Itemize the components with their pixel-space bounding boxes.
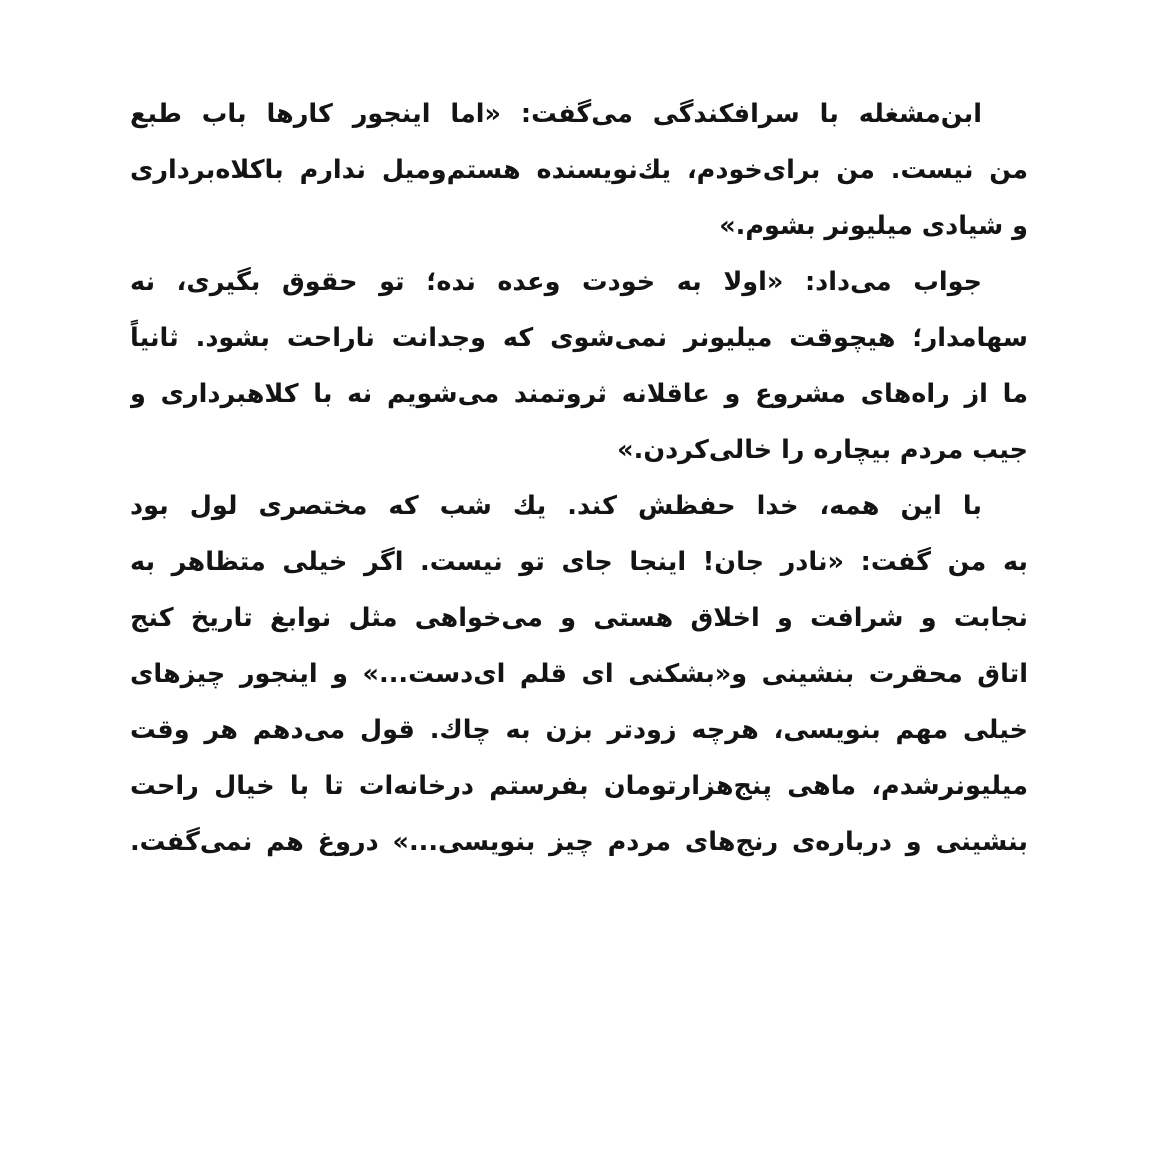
paragraph-1-line-2: من نیست. من برای‌خودم، یك‌نویسنده هستم‌ومیل ندارم باکلاه‌برداری — [130, 155, 1028, 185]
paragraph-3-line-7: بنشینی و درباره‌ی رنج‌های مردم چیز بنویسی...» دروغ هم نمی‌گفت. — [130, 827, 1028, 857]
paragraph-3-line-1: با این همه، خدا حفظش کند. یك شب که مختصری لول بود — [130, 491, 982, 521]
paragraph-2-line-3: ما از راه‌های مشروع و عاقلانه ثروتمند می‌شویم نه با کلاهبرداری و — [130, 379, 1028, 409]
paragraph-1-line-1: ابن‌مشغله با سرافکندگی می‌گفت: «اما اینجور کارها باب طبع — [130, 99, 982, 129]
paragraph-2-line-1: جواب می‌داد: «اولا به خودت وعده نده؛ تو حقوق بگیری، نه — [130, 267, 982, 297]
paragraph-2-line-2: سهامدار؛ هیچوقت میلیونر نمی‌شوی که وجدانت ناراحت بشود. ثانیاً — [130, 323, 1028, 353]
paragraph-3-line-6: میلیونرشدم، ماهی پنج‌هزارتومان بفرستم درخانه‌ات تا با خیال راحت — [130, 771, 1028, 801]
paragraph-3-line-3: نجابت و شرافت و اخلاق هستی و می‌خواهی مثل نوابغ تاریخ کنج — [130, 603, 1028, 633]
paragraph-3-line-5: خیلی مهم بنویسی، هرچه زودتر بزن به چاك. قول می‌دهم هر وقت — [130, 715, 1028, 745]
page-body-text — [130, 86, 1028, 870]
paragraph-1-line-3: و شیادی میلیونر بشوم.» — [719, 211, 1028, 241]
paragraph-3-line-2: به من گفت: «نادر جان! اینجا جای تو نیست. اگر خیلی متظاهر به — [130, 547, 1028, 577]
paragraph-2-line-4: جیب مردم بیچاره را خالی‌کردن.» — [617, 435, 1028, 465]
paragraph-3-line-4: اتاق محقرت بنشینی و«بشکنی ای قلم ای‌دست...» و اینجور چیزهای — [130, 659, 1028, 689]
